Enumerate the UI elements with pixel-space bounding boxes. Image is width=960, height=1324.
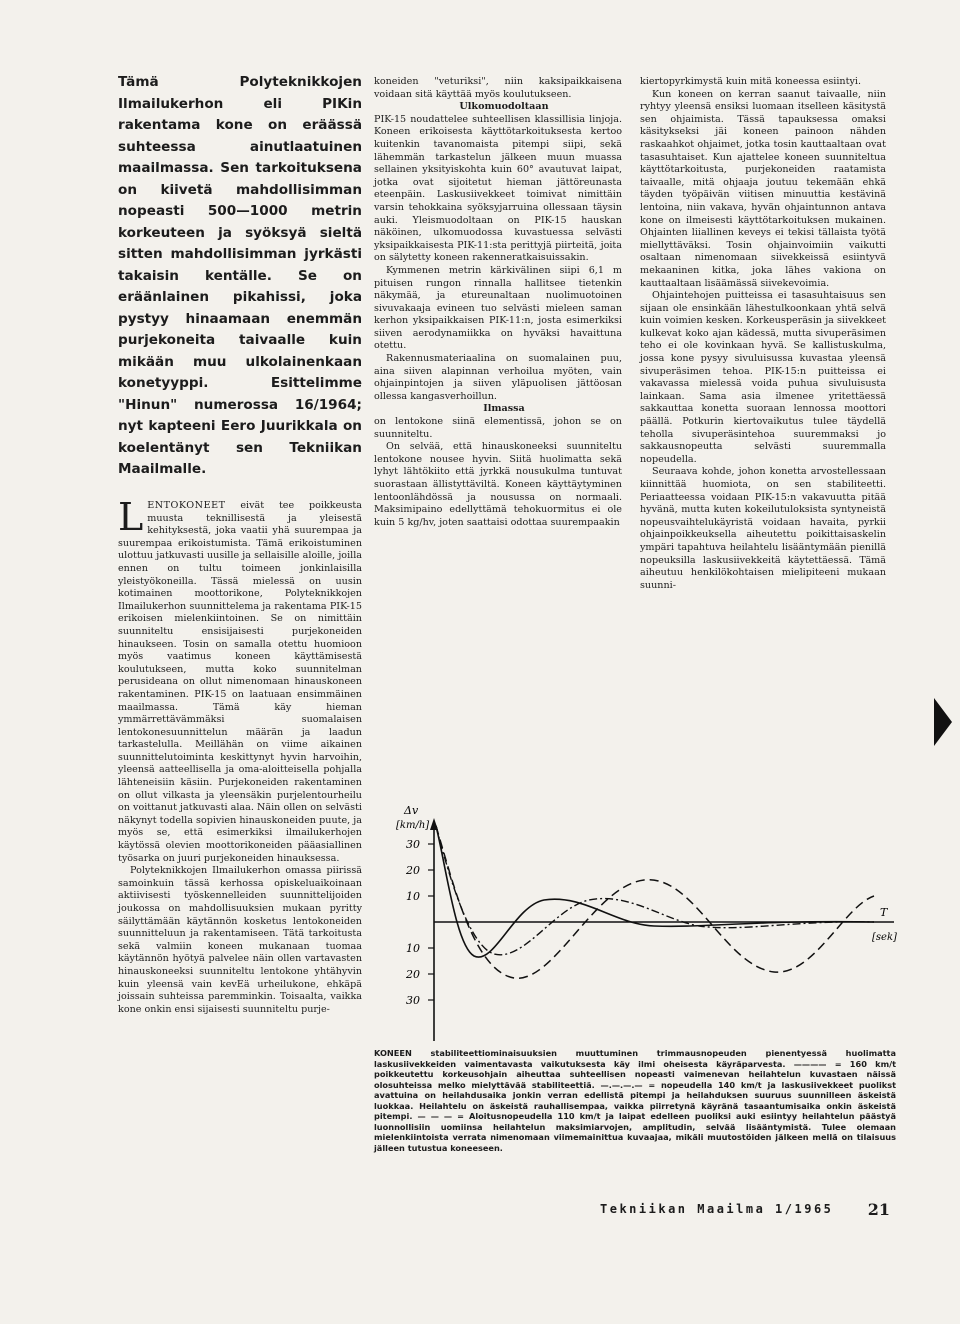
lead-text: Tämä Polyteknikkojen Ilmailukerhon eli PIKin rakentama kone on eräässä suhteessa ainutlaatuinen maailmassa. Sen tarkoituksena on kiivetä mahdollisimman nopeasti 500—1000 metrin korkeuteen ja syöksyä sieltä sitten mahdollisimman jyrkästi takaisin kentälle. Se on eräänlainen pikahissi, joka pystyy hinaamaan enemmän purjekoneita taivaalle kuin mikään muu ulkolainenkaan konetyyppi. Esittelimme "Hinun" numerossa 16/1964; nyt kapteeni Eero Juurikkala on koelentänyt sen Tekniikan Maailmalle.: [118, 74, 362, 477]
body-paragraph: Rakennusmateriaalina on suomalainen puu, aina siiven alapinnan verhoilua myöten, vain ohjainpintojen ja siiven yläpuolisen jättöosan ollessa kangasverhoillun.: [374, 353, 622, 402]
page-number: 21: [867, 1200, 890, 1219]
tick-label: 20: [406, 864, 420, 877]
stability-graph: [374, 796, 914, 1041]
curve-160kmh: [436, 826, 874, 957]
opening-paragraph-text: eivät tee poikkeusta muusta teknillisestä ja yleisestä kehityksestä, joka vaatii yhä suurempaa ja suurempaa erikoistumista. Tämä erikoistuminen ulottuu jatkuvasti uusille ja sellaisille aloille, joilla ennen on tultu toimeen jonkinlaisilla yleistyökoneilla. Tässä mielessä on uusin kotimainen moottorikone, Polyteknikkojen Ilmailukerhon suunnittelema ja rakentama PIK-15 erikoisen mielenkiintoinen. Se on nimittäin suunniteltu ensisijaisesti purjekoneiden hinaukseen. Tosin on samalla otettu huomioon myös vaatimus koneen käyttämisestä koulutukseen, mutta koko suunnitelman perusideana on ollut nimenomaan hinauskoneen rakentaminen. PIK-15 on laatuaan ensimmäinen maailmassa. Tämä käy hieman ymmärrettävämmäksi suomalaisen lentokonesuunnittelun määrän ja laadun tarkastelulla. Meillähän on viime aikainen suunnittelutoiminta keskittynyt hyvin harvoihin, yleensä aatteellisella ja oma-aloitteisella pohjalla lähteneisiin käsiin. Purjekoneiden rakentaminen on ollut vilkasta ja yleensäkin purjelentourheilu on voittanut jatkuvasti alaa. Näin ollen on selvästi näkynyt todella sopivien hinauskoneiden puute, ja myös se, että esimerkiksi ilmailukerhojen käytössä olevien moottorikoneiden pääasiallinen työsarka on juuri purjekoneiden hinauksessa.: [118, 500, 362, 864]
body-paragraph: Kun koneen on kerran saanut taivaalle, niin ryhtyy yleensä ensiksi luomaan itselleen käsitystä sen ohjaimista. Tässä tapauksessa omaksi käsitykseksi jäi koneen painoon nähden raskaahkot ohjaimet, jotka tosin kauttaaltaan ovat tasasuhtaiset. Kun ajattelee koneen suunniteltua käyttötarkoitusta, purjekoneiden raatamista taivaalle, mitä ohjaaja joutuu tekemään ehkä täyden työpäivän viitisen minuuttia kestävinä lentoina, niin vakava, hyvän ohjaintunnon antava kone on ilmeisesti käyttötarkoituksen mukainen. Ohjainten liiallinen keveys ei tekisi tällaista työtä miellyttäväksi. Tosin ohjainvoimiin vaikutti osaltaan nimenomaan siivekkeissä esiintyvä mekaaninen kitka, joka lähes vakiona on kauttaaltaan lisäämässä siivekevoimia.: [640, 88, 886, 289]
tick-label: 10: [406, 890, 420, 903]
magazine-issue: Tekniikan Maailma 1/1965: [600, 1202, 834, 1216]
continue-arrow-icon: [934, 698, 952, 746]
section-heading: Ulkomuodoltaan: [459, 101, 549, 113]
tick-label: 10: [406, 942, 420, 955]
body-paragraph: Kymmenen metrin kärkivälinen siipi 6,1 m pituisen rungon rinnalla hallitsee tietenkin näkymää, ja etureunaltaan nuolimuotoinen sivuvakaaja evineen tuo selvästi mieleen saman kerhon yksipaikkaisen PIK-11:n, josta esimerkiksi siiven aerodynamiikka on hyväksi havaittuna otettu.: [374, 264, 622, 352]
x-axis-label: T: [880, 906, 888, 919]
stability-figure: [374, 796, 914, 1041]
article-column-1: [118, 495, 362, 1016]
body-paragraph: PIK-15 noudattelee suhteellisen klassillisia linjoja. Koneen erikoisesta käyttötarkoituksesta kertoo kuitenkin tavanomaista pitempi siipi, sekä lähemmän tarkastelun jälkeen muun muassa sellainen yksityiskohta kuin 60° avautuvat laipat, jotka ovat sijoitetut hieman jättöreunasta eteenpäin. Laskusiivekkeet toimivat nimittäin varsin tehokkaina syöksyjarruina ollessaan täysin auki. Yleismuodoltaan on PIK-15 hauskan näköinen, ulkomuodossa kuvastuessa selvästi yksipaikkaisesta PIK-11:sta perittyjä piirteitä, joita on sälytetty koneen rakenneratkaisuissakin.: [374, 113, 622, 264]
curve-140kmh: [436, 826, 874, 955]
body-paragraph: Polyteknikkojen Ilmailukerhon omassa piirissä samoinkuin tässä kerhossa opiskeluaikoinaan aktiivisesti työskennelleiden suunnittelijoiden joukossa on mahdollisuuksien mukaan pyritty säilyttämään käytännön kosketus lentokoneiden suunnitteluun ja rakentamiseen. Tätä tarkoitusta sekä valmiin koneen mukanaan tuomaa käytännön hyötyä palvelee näin ollen vartavasten hinauskoneeksi suunniteltu lentokone yhtähyvin kuin yleensä vain kevEä urheilukone, ehkäpä joissain suhteissa paremminkin. Toisaalta, vaikka kone onkin ensi sijaisesti suunniteltu purje-: [118, 865, 362, 1015]
y-axis-unit: [km/h]: [396, 820, 430, 831]
article-column-2: [374, 76, 622, 529]
body-paragraph: On selvää, että hinauskoneeksi suunniteltu lentokone nousee hyvin. Siitä huolimatta sekä lyhyt lähtökiito että jyrkkä nousukulma tuntuvat suorastaan ällistyttäviltä. Koneen käyttäytyminen lentoonlähdössä ja nousussa on normaali. Maksimipaino edellyttämä tehokuormitus ei ole kuin 5 kg/hv, joten saattaisi odottaa suurempaakin: [374, 441, 622, 528]
lead-paragraph: [118, 72, 362, 481]
body-paragraph: Seuraava kohde, johon konetta arvostellessaan kiinnittää huomiota, on sen stabiliteetti. Periaatteessa voidaan PIK-15:n vakavuutta pitää hyvänä, mutta kuten kokeilutuloksista syntyneistä nopeusvaihtelukäyristä voidaan havaita, pyrkii ohjainpoikkeuksella aiheutettu poikittaisaskelin ympäri tapahtuva heilahtelu lisääntymään pienillä nopeuksilla laskusiivekkeitä käytettäessä. Tämä aiheutuu henkilökohtaisen mielipiteeni mukaan suunni-: [640, 466, 886, 591]
opening-word: ENTOKONEET: [147, 500, 226, 511]
body-paragraph: Ohjaintehojen puitteissa ei tasasuhtaisuus sen sijaan ole ensinkään lähestulkoonkaan yhtä selvä kuin voimien kesken. Korkeusperäsin ja siivekkeet kulkevat koko ajan kädessä, mutta sivuperäsimen teho ei ole kovinkaan hyvä. Se kallistuskulma, jossa kone pysyy sivuluisussa kuvastaa yleensä sivuperäsimen tehoa. PIK-15:n puitteissa ei vakavassa mielessä voida puhua sivuluisusta lainkaan. Sama asia ilmenee yritettäessä sakkauttaa konetta suoraan lennossa moottori päällä. Potkurin kiertovaikutus tulee täydellä teholla sivuperäsintehoa suuremmaksi jo sakkausnopeutta selvästi suuremmalla nopeudella.: [640, 290, 886, 465]
section-heading: Ilmassa: [483, 403, 525, 415]
body-paragraph: koneiden "veturiksi", niin kaksipaikkaisena voidaan sitä käyttää myös koulutukseen.: [374, 76, 622, 100]
figure-caption: KONEEN stabiliteettiominaisuuksien muuttuminen trimmausnopeuden pienentyessä huolimatta laskusiivekkeiden vaimentavasta vaikutuksesta käy ilmi oheisesta käyräparvesta. ———— = 160 km/t poikkeutettu korkeusohjain aiheuttaa suhteellisen nopeasti vaimenevan heilahtelun kuvastaen näissä olosuhteissa melko mielyttävää stabiliteettiä. —.—.—.— = nopeudella 140 km/t ja laskusiivekkeet puolikst avattuina on heilahdusaika jonkin verran edellistä pitempi ja heilahduksen suuruus suunnilleen äskeistä luokkaa. Heilahtelu on äskeistä rauhallisempaa, vaikka piirretynä käyränä tasaantumisaika onkin äskeistä pitempi. — — — = Aloitusnopeudella 110 km/t ja laipat edelleen puoliksi auki esiintyy heilahtelun päästyä luonnollisiin uomiinsa heilahtelun maksimiarvojen, amplitudin, selvää lisääntymistä. Tulee olemaan mielenkiintoista verrata nimenomaan viimemainittua kuvaajaa, mikäli muutostöiden jälkeen mellä on tilaisuus jälleen tutustua koneeseen.: [374, 1048, 896, 1153]
opening-paragraph: [118, 495, 362, 865]
drop-cap: L: [118, 495, 144, 539]
tick-label: 30: [406, 994, 420, 1007]
article-column-3: [640, 76, 886, 592]
x-axis-unit: [sek]: [872, 932, 897, 943]
body-paragraph: on lentokone siinä elementissä, johon se on suunniteltu.: [374, 416, 622, 440]
y-axis-label: Δv: [404, 804, 419, 817]
tick-label: 20: [406, 968, 420, 981]
tick-label: 30: [406, 838, 420, 851]
body-paragraph: kiertopyrkimystä kuin mitä koneessa esiintyi.: [640, 76, 861, 87]
